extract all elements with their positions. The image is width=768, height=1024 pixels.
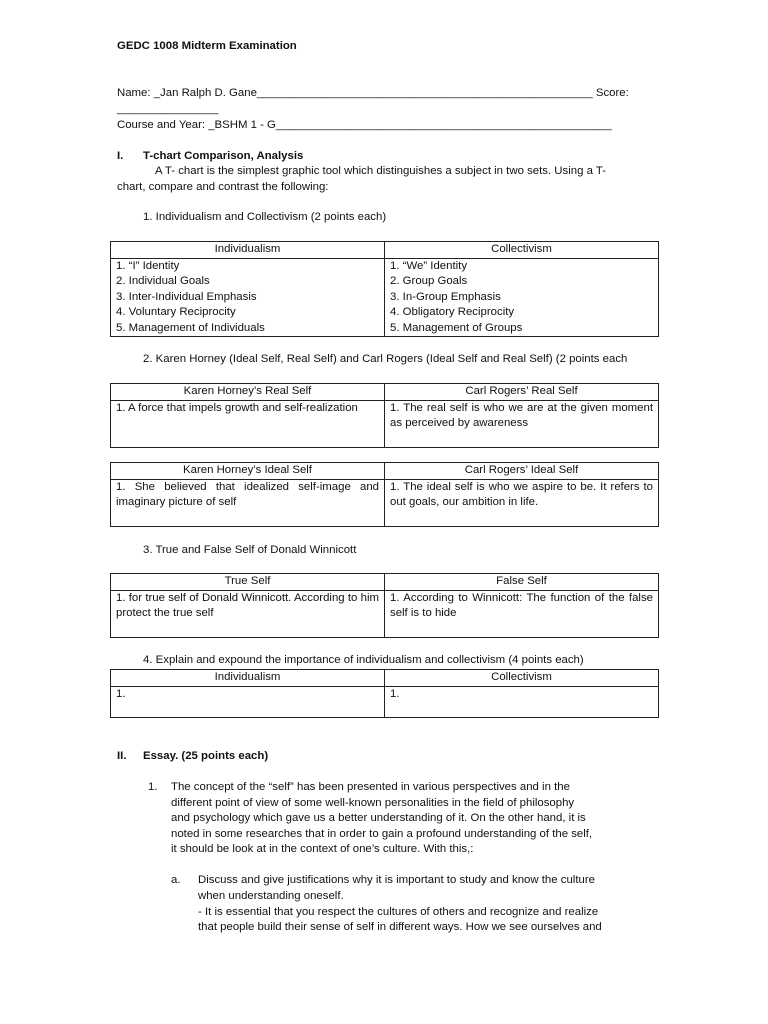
course-year-line: Course and Year: _BSHM 1 - G_____________________________________________________ [117, 119, 612, 131]
essay-sub-line: - It is essential that you respect the cultures of others and recognize and realize [198, 906, 599, 918]
table2-header-left: Karen Horney’s Real Self [111, 384, 385, 401]
question-4: 4. Explain and expound the importance of individualism and collectivism (4 points each) [143, 654, 584, 666]
name-line: Name: _Jan Ralph D. Gane_____________________________________________________ Score: [117, 87, 629, 99]
section1-heading: T-chart Comparison, Analysis [143, 150, 304, 162]
table4-left-cell: 1. for true self of Donald Winnicott. According to him protect the true self [111, 590, 385, 637]
question-1: 1. Individualism and Collectivism (2 points each) [143, 211, 387, 223]
table4-header-left: True Self [111, 574, 385, 591]
essay-item-number: 1. [148, 781, 158, 793]
table4-right-cell: 1. According to Winnicott: The function of the false self is to hide [385, 590, 659, 637]
ideal-self-table [110, 462, 659, 527]
essay-item-line: and psychology which gave us a better understanding of it. On the other hand, it is [171, 812, 586, 824]
table1-left-item: 4. Voluntary Reciprocity [116, 306, 236, 318]
table5-header-right: Collectivism [385, 670, 659, 687]
table3-left-cell: 1. She believed that idealized self-image and imaginary picture of self [111, 479, 385, 526]
table1-right-item: 3. In-Group Emphasis [390, 290, 501, 303]
table1-right-item: 5. Management of Groups [390, 321, 523, 334]
table5-header-left: Individualism [111, 670, 385, 687]
essay-sub-line: when understanding oneself. [198, 890, 344, 902]
table1-left-item: 3. Inter-Individual Emphasis [116, 290, 257, 303]
table1-left-item: 5. Management of Individuals [116, 321, 265, 334]
section1-numeral: I. [117, 150, 124, 162]
table1-header-right: Collectivism [385, 242, 659, 259]
individualism-collectivism-table [110, 241, 659, 337]
question-2: 2. Karen Horney (Ideal Self, Real Self) and Carl Rogers (Ideal Self and Real Self) (2 points each [143, 353, 628, 365]
table5-right-cell: 1. [385, 686, 659, 717]
table3-header-left: Karen Horney’s Ideal Self [111, 463, 385, 480]
essay-item-line: noted in some researches that in order to gain a profound understanding of the self, [171, 828, 593, 840]
table2-left-cell: 1. A force that impels growth and self-realization [111, 400, 385, 447]
table1-right-item: 2. Group Goals [390, 275, 468, 287]
exam-title: GEDC 1008 Midterm Examination [117, 40, 297, 52]
real-self-table [110, 383, 659, 448]
essay-item-line: The concept of the “self” has been presented in various perspectives and in the [171, 781, 570, 793]
table1-right-item: 1. “We” Identity [390, 259, 468, 272]
table1-right-item: 4. Obligatory Reciprocity [390, 306, 515, 318]
essay-sub-line: that people build their sense of self in different ways. How we see ourselves and [198, 921, 602, 933]
table2-right-cell: 1. The real self is who we are at the given moment as perceived by awareness [385, 400, 659, 447]
table1-header-left: Individualism [111, 242, 385, 259]
table1-left-item: 2. Individual Goals [116, 275, 210, 287]
table4-header-right: False Self [385, 574, 659, 591]
question-3: 3. True and False Self of Donald Winnicott [143, 544, 357, 556]
section1-intro-line-2: chart, compare and contrast the following: [117, 181, 329, 193]
essay-item-line: it should be look at in the context of one’s culture. With this,: [171, 843, 474, 855]
section2-numeral: II. [117, 750, 127, 762]
essay-sub-letter: a. [171, 874, 181, 886]
importance-table [110, 669, 659, 718]
essay-sub-line: Discuss and give justifications why it is important to study and know the culture [198, 874, 595, 886]
table5-left-cell: 1. [111, 686, 385, 717]
essay-item-line: different point of view of some well-known personalities in the field of philosophy [171, 797, 575, 809]
true-false-self-table [110, 573, 659, 638]
table1-right-cell [385, 258, 659, 337]
table2-header-right: Carl Rogers’ Real Self [385, 384, 659, 401]
section1-intro-line-1: A T- chart is the simplest graphic tool which distinguishes a subject in two sets. Using a T- [155, 165, 606, 177]
section2-heading: Essay. (25 points each) [143, 750, 269, 762]
table1-left-item: 1. “I” Identity [116, 259, 180, 272]
score-line: ________________ [117, 103, 219, 115]
table3-header-right: Carl Rogers’ Ideal Self [385, 463, 659, 480]
table3-right-cell: 1. The ideal self is who we aspire to be. It refers to out goals, our ambition in life. [385, 479, 659, 526]
table1-left-cell [111, 258, 385, 337]
